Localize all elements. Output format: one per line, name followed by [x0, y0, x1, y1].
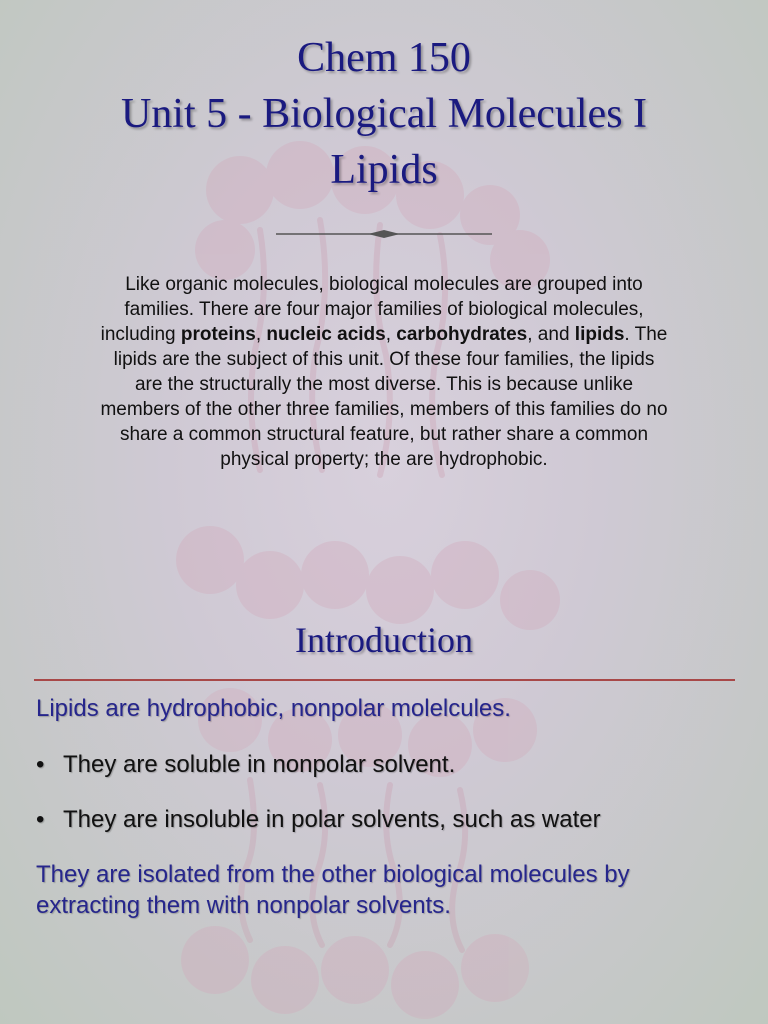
lead-statement: Lipids are hydrophobic, nonpolar molelcules.	[36, 695, 511, 722]
title-line-unit: Unit 5 - Biological Molecules I	[120, 91, 648, 137]
slide-title	[0, 30, 768, 198]
paragraph-text: ,	[255, 324, 267, 345]
emphasized-term: nucleic acids	[266, 324, 386, 345]
title-line-course: Chem 150	[297, 35, 471, 81]
bullet-marker: •	[36, 806, 45, 833]
emphasized-term: lipids	[574, 324, 625, 345]
paragraph-text: Like organic molecules, biological molecules are grouped into families. There are four major families of biological molecules, including	[100, 274, 644, 345]
paragraph-text: , and	[527, 324, 575, 345]
emphasized-term: carbohydrates	[396, 324, 528, 345]
bullet-marker: •	[36, 751, 45, 778]
title-line-topic: Lipids	[330, 147, 438, 193]
section-heading: Introduction	[295, 620, 473, 660]
emphasized-term: proteins	[180, 324, 256, 345]
intro-paragraph	[100, 272, 668, 472]
bullet-text: They are insoluble in polar solvents, such as water	[63, 806, 601, 833]
heading-rule	[34, 679, 735, 681]
title-divider-ornament	[276, 228, 492, 240]
paragraph-text: . The lipids are the subject of this unit. Of these four families, the lipids are the structurally the most diverse. This is because unlike members of the other three families, members of this families do no share a common structural feature, but rather share a common physical property; the are hydrophobic.	[100, 324, 668, 470]
closing-statement: They are isolated from the other biological molecules by extracting them with nonpolar solvents.	[36, 861, 630, 919]
paragraph-text: ,	[385, 324, 397, 345]
bullet-text: They are soluble in nonpolar solvent.	[63, 751, 456, 778]
introduction-slide	[0, 600, 768, 1024]
